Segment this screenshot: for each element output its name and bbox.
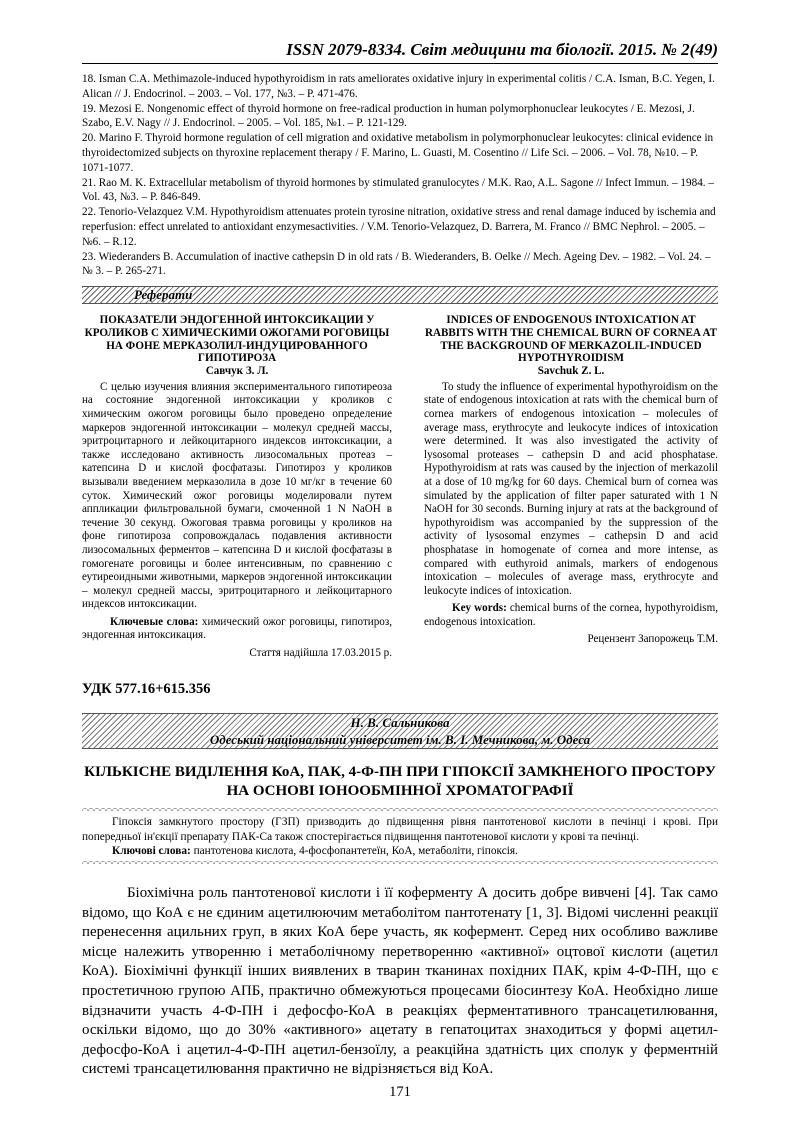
abstract-ru-body: С целью изучения влияния экспериментального гипотиреоза на состояние эндогенной интоксикации у кроликов с химическим ожогом роговицы было проведено определение маркеров эндогенной интоксикации – молекул средней массы, эритроцитарного и лейкоцитарного индексов интоксикации, а также исследовано активность лизосомальных протеаз – катепсина D и кислой фосфатазы. Гипотироз у кроликов вызывали введением мерказолила в дозе 10 мг/кг в течение 60 суток. Химический ожог роговицы моделировали путем аппликации фильтровальной бумаги, смоченной 1 N NaOH в течение 30 секунд. Ожоговая травма роговицы у кроликов на фоне гипотироза сопровождалась подавления активности лизосомальных ферментов – катепсина D и кислой фосфатазы в гомогенате роговицы и более интенсивным, по сравнению с еутиреоидными животными, маркеров эндогенной интоксикации – молекул средней массы, эритроцитарного и лейкоцитарного индексов интоксикации. [82,380,392,611]
article-abstract [82,815,718,859]
abstract-ru-keywords [82,616,392,643]
referaty-label: Реферати [134,287,193,302]
article-affiliation: Одеський національний університет ім. В. І. Мечникова, м. Одеса [209,732,591,747]
abstract-en-body: To study the influence of experimental hypothyroidism on the state of endogenous intoxication at rats with the chemical burn of cornea markers of endogenous intoxication – molecules of average mass, erythrocyte and leukocyte indices of intoxication were determined. It was also investigated the activity of lysosomal proteases – cathepsin D and acid phosphatase. Hypothyroidism at rats was caused by the injection of merkazolil at a dose of 10 mg/kg for 60 days. Chemical burn of cornea was simulated by the application of filter paper saturated with 1 N NaOH for 30 seconds. Burning injury at rats at the background of hypothyroidism was accompanied by the suppression of the activity of lysosomal enzymes – cathepsin D and acid phosphatase in homogenate of cornea and more intense, as compared with euthyroid animals, markers of endogenous intoxication – molecules of average mass, erythrocyte and leukocyte indices of intoxication. [424,380,718,597]
reference-item: 20. Marino F. Thyroid hormone regulation of cell migration and oxidative metabolism in polymorphonuclear leukocytes: clinical evidence in thyroidectomized subjects on thyroxine replacement therapy / F. Marino, L. Guasti, M. Cosentino // Life Sci. – 2006. – Vol. 78, №10. – P. 1071-1077. [82,132,714,174]
article-abstract-text: Гіпоксія замкнутого простору (ГЗП) призводить до підвищення рівня пантотенової кислоти в печінці і крові. При попередньої ін'єкції препарату ПАК-Са також спостерігається підвищення пантотенової кислоти у крові та печінці. [82,816,718,843]
article-title-line: КІЛЬКІСНЕ ВИДІЛЕННЯ КоА, ПАК, 4-Ф-ПН ПРИ ГІПОКСІЇ ЗАМКНЕНОГО ПРОСТОРУ [84,764,716,780]
wave-divider [82,858,718,864]
journal-header: ISSN 2079-8334. Світ медицини та біології. 2015. № 2(49) [286,40,718,59]
keywords-label: Ключевые слова: [110,615,199,628]
reference-list [82,72,718,279]
header-rule [82,63,718,64]
keywords-text: химический ожог роговицы, гипотироз, эндогенная интоксикация. [82,615,392,642]
article-body [82,884,718,1080]
referaty-band [82,286,718,304]
reviewer: Рецензент Запорожець Т.М. [587,633,718,646]
article-author: Н. В. Сальникова [350,715,450,730]
reference-item: 19. Mezosi E. Nongenomic effect of thyroid hormone on free-radical production in human polymorphonuclear leukocytes / E. Mezosi, J. Szabo, E.V. Nagy // J. Endocrinol. – 2005. – Vol. 185, №1. – P. 121-129. [82,102,695,130]
body-paragraph: Біохімічна роль пантотенової кислоти і її коферменту А досить добре вивчені [4]. Так само відомо, що КоА є не єдиним ацетилюючим метаболітом пантотенату [1, 3]. Відомі численні реакції перенесення ацильних груп, в яких КоА бере участь, як кофермент. Серед них особливо важливе місце належить утворенню і метаболічному перетворенню «активної» оцтової кислоти (ацетил КоА). Біохімічні функції інших виявлених в тварин тканинах похідних ПАК, крім 4-Ф-ПН, що є простетичною групою АПБ, практично обмежуються процесами біосинтезу КоА. Необхідно лише відзначити участь 4-Ф-ПН і дефосфо-КоА в реакціях ферментативного трансацетилювання, оскільки відомо, що до 30% «активного» ацетату в гепатоцитах знаходиться у формі ацетил-дефосфо-КоА і ацетил-4-Ф-ПН ацетил-бензоїлу, а реакційна здатність цих сполук у ферментній системі трансацетилювання практично не відрізняється від КоА. [82,885,718,1078]
abstract-ru-author: Савчук З. Л. [205,365,269,378]
reference-item: 21. Rao M. K. Extracellular metabolism of thyroid hormones by stimulated granulocytes / M.K. Rao, A.L. Sagone // Infect Immun. – 1984. – Vol. 43, №3. – P. 846-849. [82,176,714,204]
article-title [82,763,718,801]
keywords-label: Ключові слова: [112,845,191,857]
keywords-text: пантотенова кислота, 4-фосфопантетеїн, КоА, метаболіти, гіпоксія. [190,845,518,857]
page-number: 171 [389,1084,411,1100]
udc-code: УДК 577.16+615.356 [82,681,211,697]
abstract-en-title: INDICES OF ENDOGENOUS INTOXICATION AT RABBITS WITH THE CHEMICAL BURN OF CORNEA AT THE BACKGROUND OF MERKAZOLIL-INDUCED HYPOTHYROIDISM [424,314,718,365]
author-band [82,713,718,749]
reference-item: 22. Tenorio-Velazquez V.M. Hypothyroidism attenuates protein tyrosine nitration, oxidative stress and renal damage induced by ischemia and reperfusion: effect unrelated to antioxidant enzymesactivities. / V.M. Tenorio-Velazquez, D. Barrera, M. Franco // BMC Nephrol. – 2005. – №6. – R.12. [82,206,716,248]
abstract-en [424,314,718,647]
abstract-ru [82,314,392,661]
abstract-ru-title: ПОКАЗАТЕЛИ ЭНДОГЕННОЙ ИНТОКСИКАЦИИ У КРОЛИКОВ С ХИМИЧЕСКИМИ ОЖОГАМИ РОГОВИЦЫ НА ФОНЕ МЕРКАЗОЛИЛ-ИНДУЦИРОВАННОГО ГИПОТИРОЗА [84,314,390,365]
article-title-line: НА ОСНОВІ ІОНООБМІННОЇ ХРОМАТОГРАФІЇ [226,783,574,799]
keywords-label: Key words: [452,602,507,615]
wave-divider [82,805,718,811]
reference-item: 18. Isman C.A. Methimazole-induced hypothyroidism in rats ameliorates oxidative injury in experimental colitis / C.A. Isman, B.C. Yegen, I. Alican // J. Endocrinol. – 2003. – Vol. 177, №3. – P. 471-476. [82,73,715,100]
abstract-en-keywords [424,602,718,629]
abstract-en-author: Savchuk Z. L. [537,365,605,378]
reference-item: 23. Wiederanders B. Accumulation of inactive cathepsin D in old rats / B. Wiederanders, B. Oelke // Mech. Ageing Dev. – 1982. – Vol. 24. – № 3. – P. 265-271. [82,250,711,278]
keywords-text: chemical burns of the cornea, hypothyroidism, endogenous intoxication. [424,602,718,628]
received-date: Стаття надійшла 17.03.2015 р. [249,647,392,660]
